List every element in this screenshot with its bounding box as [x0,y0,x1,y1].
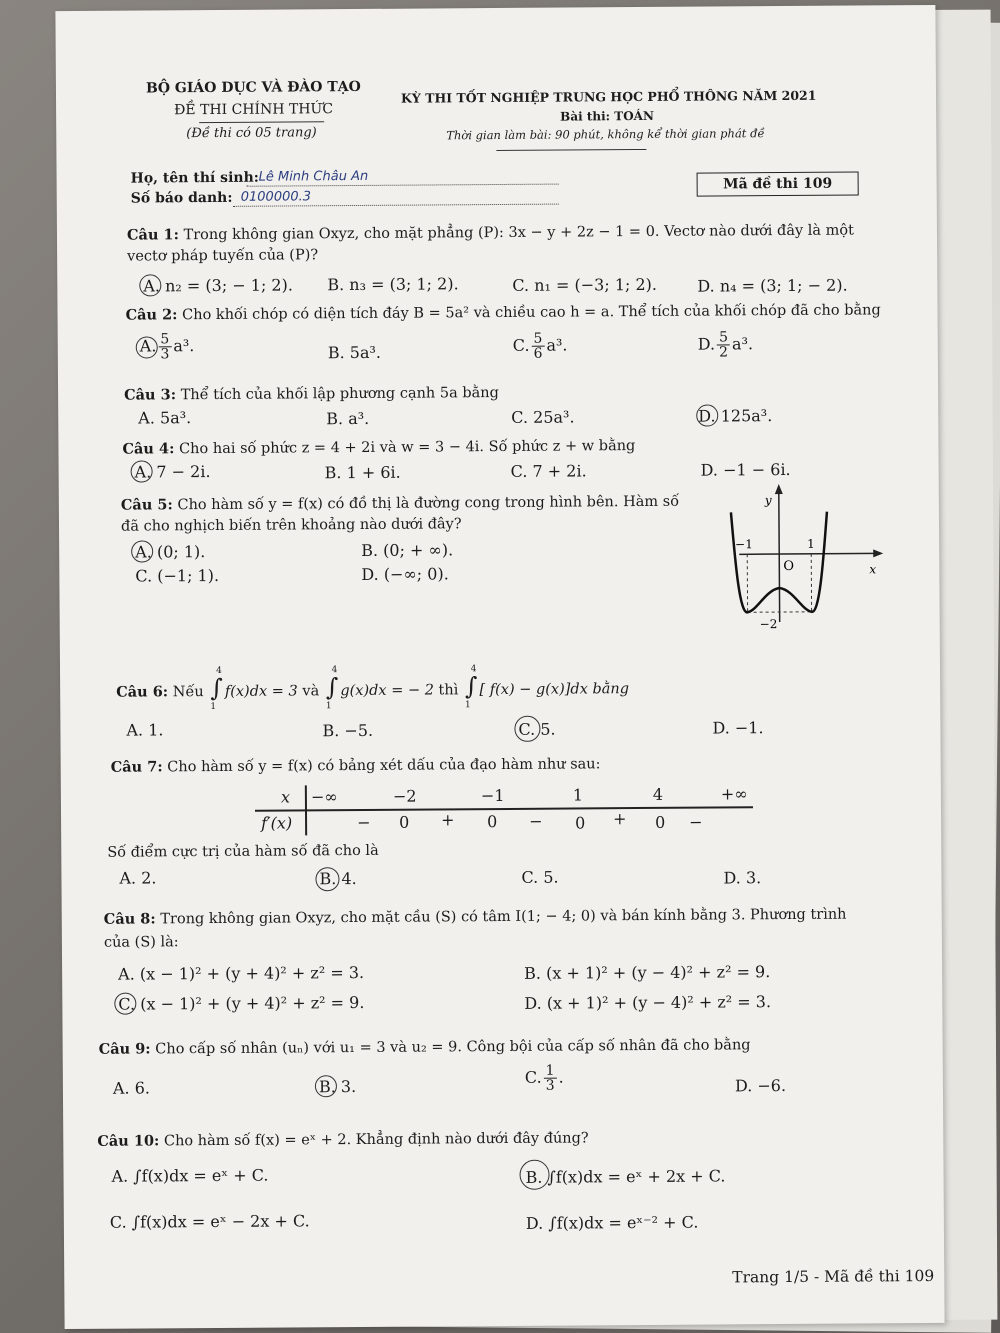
q8-stem [104,906,847,928]
q1-text: Trong không gian Oxyz, cho mặt phẳng (P): 3x − y + 2z − 1 = 0. Vectơ nào dưới đây là một [183,222,855,244]
sign-f-9: − [689,812,703,832]
sign-table-vline [305,785,307,835]
q10-stem [97,1129,588,1149]
q8-label: Câu 8: [103,910,156,928]
q6-pre: Nếu [172,684,204,701]
sign-f-3: + [440,810,455,830]
q5-option-b: B. (0; + ∞). [361,540,454,560]
graph-y-axis [779,490,780,622]
sign-table-x-head: x [280,787,290,807]
q10-option-b: B. ∫f(x)dx = eˣ + 2x + C. [525,1166,726,1187]
q9-option-a: A. 6. [112,1078,150,1098]
graph-neg-two-label: −2 [759,617,778,632]
q9-option-d: D. −6. [734,1076,787,1096]
q2-d-fraction [717,330,730,359]
q2-c-tail: a³. [546,335,568,355]
q2-c-fraction [531,332,544,361]
q9-text: Cho cấp số nhân (uₙ) với u₁ = 3 và u₂ = 9. Công bội của cấp số nhân đã cho bằng [155,1037,751,1058]
q10-option-a: A. ∫f(x)dx = eˣ + C. [111,1165,269,1186]
q6-int2-body: g(x)dx = − 2 [340,682,434,700]
candidate-name-line [247,168,559,187]
q4-option-d: D. −1 − 6i. [700,459,791,480]
sign-f-7: + [612,809,627,829]
page-footer: Trang 1/5 - Mã đề thi 109 [732,1266,935,1287]
header-underline-left [199,121,324,123]
q1-option-a: A. n₂ = (3; − 1; 2). [143,275,293,296]
q6-option-a: A. 1. [126,720,164,740]
q7-option-b: B. 4. [319,869,357,889]
q8-text: Trong không gian Oxyz, cho mặt cầu (S) có tâm I(1; − 4; 0) và bán kính bằng 3. Phương trình [160,906,847,928]
ministry-name: BỘ GIÁO DỤC VÀ ĐÀO TẠO [145,78,361,97]
q3-option-d: D. 125a³. [698,406,773,426]
graph-x-arrow [873,549,883,557]
q1-stem [127,222,854,244]
q5-label: Câu 5: [120,496,173,514]
q9-c-den: 3 [545,1077,555,1094]
q7-option-d: D. 3. [723,868,762,888]
q9-stem [99,1036,751,1058]
q6-int3-lower: 1 [465,700,471,711]
q2-a-den: 3 [160,346,170,363]
q2-option-c [513,332,568,361]
sign-x-1: −∞ [310,787,338,807]
q2-d-den: 2 [719,344,729,361]
q8-stem-cont: của (S) là: [103,934,179,951]
q9-c-num: 1 [545,1062,555,1079]
candidate-name-label: Họ, tên thí sinh: [130,169,259,187]
q6-integral-1: ∫ 4 1 [210,665,223,713]
q10-answer-mark [519,1160,549,1190]
q1-option-b: B. n₃ = (3; 1; 2). [327,274,459,295]
q6-int1-body: f(x)dx = 3 [224,683,298,700]
q9-option-c: C. $\frac{1}{3}$ . [524,1062,564,1094]
q2-option-d [698,330,754,359]
q1-stem-cont: vectơ pháp tuyến của (P)? [127,247,319,265]
q10-option-d: D. ∫f(x)dx = eˣ⁻² + C. [525,1212,699,1233]
q8-option-d: D. (x + 1)² + (y − 4)² + z² = 3. [524,992,772,1013]
q2-c-num: 5 [533,330,543,347]
exam-code-box: Mã đề thi 109 [697,171,859,196]
candidate-id-value: 0100000.3 [240,189,312,205]
q1-answer-mark [139,274,161,296]
q6-int3-upper: 4 [470,664,477,675]
q6-int3-body: [ f(x) − g(x)]dx bằng [479,681,630,699]
q6-option-c: C. 5. [518,719,556,739]
q3-text: Thể tích của khối lập phương cạnh 5a bằng [180,385,499,404]
graph-y-arrow [775,484,783,494]
q2-option-b: B. 5a³. [327,342,382,363]
sign-x-4: 1 [572,785,584,805]
q6-then: thì [438,682,459,699]
q2-a-letter: A. [139,336,157,356]
q1-option-d: D. n₄ = (3; 1; − 2). [697,275,848,296]
exam-title: KỲ THI TỐT NGHIỆP TRUNG HỌC PHỔ THÔNG NĂM 2021 [400,87,817,106]
q6-int2-upper: 4 [331,665,338,676]
graph-one-label: 1 [807,536,815,551]
q5-function-graph [719,481,890,632]
q2-a-tail: a³. [173,336,195,356]
q2-stem [125,301,880,323]
candidate-id-label: Số báo danh: [130,189,233,207]
q8-option-c: C. (x − 1)² + (y + 4)² + z² = 9. [118,992,365,1014]
graph-x-axis [739,553,877,554]
sign-f-4: 0 [487,812,498,832]
q7-question: Số điểm cực trị của hàm số đã cho là [107,842,379,861]
q2-d-num: 5 [718,329,729,346]
q5-option-c: C. (−1; 1). [135,565,220,586]
q4-option-b: B. 1 + 6i. [324,462,401,483]
sign-x-2: −2 [392,786,417,806]
q8-answer-mark [114,993,136,1015]
q7-label: Câu 7: [110,758,163,776]
sign-f-1: − [357,812,371,833]
graph-origin-label: O [783,558,795,575]
q7-option-c: C. 5. [521,867,559,887]
q9-option-b: B. 3. [318,1077,357,1097]
q6-stem [116,664,630,713]
q7-answer-mark [315,867,339,891]
q6-integral-2: ∫ 4 1 [325,665,339,712]
q2-text: Cho khối chóp có diện tích đáy B = 5a² và chiều cao h = a. Thể tích của khối chóp đã cho bằng [182,302,881,324]
sign-table-hline [255,806,753,811]
sign-f-6: 0 [575,813,586,833]
graph-neg-one-label: −1 [735,537,753,552]
q3-option-c: C. 25a³. [511,407,575,427]
q2-a-num: 5 [160,331,170,348]
q2-answer-mark [136,336,158,358]
time-note: Thời gian làm bài: 90 phút, không kể thời gian phát đề [446,126,765,143]
q4-option-a: A. 7 − 2i. [134,462,211,482]
q3-stem [124,384,499,404]
q1-option-c: C. n₁ = (−3; 1; 2). [512,274,658,295]
q5-option-a: A. (0; 1). [135,542,206,562]
q2-label: Câu 2: [125,306,178,324]
q6-int1-lower: 1 [210,701,217,713]
q5-text: Cho hàm số y = f(x) có đồ thị là đường cong trong hình bên. Hàm số [177,493,680,514]
q3-option-b: B. a³. [326,408,370,429]
subject-label: Bài thi: TOÁN [560,108,654,124]
q6-int2-lower: 1 [325,701,332,712]
q6-and: và [302,683,320,700]
q10-option-c: C. ∫f(x)dx = eˣ − 2x + C. [109,1211,310,1232]
q7-stem [111,755,601,775]
q9-c-letter: C. [524,1067,542,1087]
sign-f-8: 0 [655,812,666,832]
q7-option-a: A. 2. [119,868,157,888]
sign-table-fprime-head: f′(x) [261,813,293,833]
q9-c-fraction [544,1064,557,1093]
q3-answer-mark [696,404,718,426]
q9-label: Câu 9: [98,1040,151,1058]
candidate-name-value: Lê Minh Châu An [258,168,369,185]
candidate-id-line [233,189,559,207]
q6-label: Câu 6: [116,683,169,701]
q2-d-letter: D. [697,334,716,354]
q3-label: Câu 3: [124,386,177,404]
q8-option-a: A. (x − 1)² + (y + 4)² + z² = 3. [118,962,365,984]
sign-f-2: 0 [399,812,410,832]
exam-page [55,5,944,1329]
sign-x-3: −1 [480,785,505,806]
sign-x-5: 4 [652,784,664,804]
q6-option-d: D. −1. [712,718,764,738]
q4-text: Cho hai số phức z = 4 + 2i và w = 3 − 4i. Số phức z + w bằng [178,438,636,458]
q2-a-fraction [158,332,171,361]
q8-option-b: B. (x + 1)² + (y − 4)² + z² = 9. [524,962,771,983]
q6-option-b: B. −5. [322,720,374,741]
q6-answer-mark [514,716,540,742]
pages-note: (Đề thi có 05 trang) [186,125,317,142]
q4-answer-mark [131,460,153,482]
q10-label: Câu 10: [97,1132,160,1150]
q9-answer-mark [315,1075,337,1097]
q5-stem [121,493,679,514]
sign-f-5: − [529,811,543,831]
q4-label: Câu 4: [122,440,175,458]
graph-y-label: y [764,493,772,508]
q5-stem-cont: đã cho nghịch biến trên khoảng nào dưới đây? [120,516,462,535]
q10-text: Cho hàm số f(x) = eˣ + 2. Khẳng định nào dưới đây đúng? [163,1130,589,1150]
q5-answer-mark [131,540,153,562]
q4-option-c: C. 7 + 2i. [510,461,587,481]
q7-text: Cho hàm số y = f(x) có bảng xét dấu của đạo hàm như sau: [167,756,601,776]
official-exam-label: ĐỀ THI CHÍNH THỨC [174,101,334,119]
q4-stem [122,437,635,458]
q6-integral-3: ∫ 4 1 [464,664,478,711]
q3-option-a: A. 5a³. [138,408,192,428]
q2-d-tail: a³. [731,334,754,354]
q5-option-d: D. (−∞; 0). [361,564,449,584]
header-underline-right [496,149,646,151]
graph-x-label: x [869,562,877,577]
q6-int1-upper: 4 [216,665,222,676]
q2-c-den: 6 [533,345,543,362]
sign-x-6: +∞ [720,784,748,804]
q2-c-letter: C. [512,335,530,355]
q1-label: Câu 1: [126,226,180,244]
